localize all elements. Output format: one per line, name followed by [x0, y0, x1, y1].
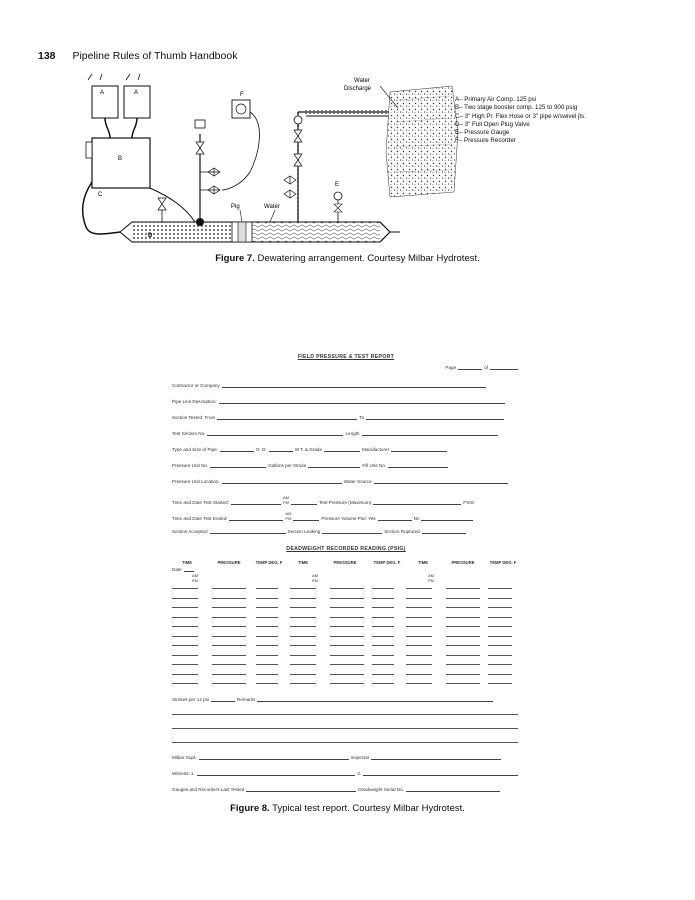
- reading-cell-line: [172, 617, 198, 618]
- reading-cell-line: [446, 626, 480, 627]
- wt-grade-label: W.T. & Grade: [294, 447, 323, 452]
- reading-cell-line: [212, 664, 246, 665]
- col-temp: TEMP DEG. F: [489, 560, 517, 565]
- label-d: D: [148, 233, 153, 239]
- reading-cell-line: [372, 598, 394, 599]
- test-section-row: [172, 430, 520, 436]
- test-pressure-label: Test Pressure (Maximum): [318, 500, 372, 505]
- am-pm-label: [428, 574, 434, 583]
- reading-cell-line: [172, 598, 198, 599]
- reading-cell-line: [406, 607, 432, 608]
- reading-cell-line: [330, 655, 364, 656]
- to-label: To: [359, 415, 365, 420]
- reading-cell-line: [290, 674, 316, 675]
- figure7-caption-label: Figure 7.: [215, 253, 255, 264]
- type-size-label: Type and Size of Pipe:: [172, 447, 218, 452]
- reading-cell-line: [488, 674, 512, 675]
- col-time: TIME: [297, 560, 308, 565]
- reading-cell-line: [256, 588, 278, 589]
- reading-cell-line: [172, 674, 198, 675]
- pm-label: PM: [282, 499, 289, 505]
- reading-cell-line: [330, 607, 364, 608]
- reading-cell-line: [372, 617, 394, 618]
- fill-unit-no-label: Fill Unit No.: [362, 463, 387, 468]
- pressure-unit-location-label: Pressure Unit Location:: [172, 479, 220, 484]
- reading-cell-line: [256, 664, 278, 665]
- page-number: 138: [38, 50, 56, 62]
- reading-cell-line: [172, 664, 198, 665]
- reading-cell-line: [330, 626, 364, 627]
- pm-label: PM: [192, 577, 198, 583]
- reading-cell-line: [330, 664, 364, 665]
- reading-cell-line: [290, 664, 316, 665]
- reading-cell-line: [406, 636, 432, 637]
- remarks-line: [172, 728, 518, 729]
- reading-cell-line: [488, 598, 512, 599]
- reading-cell-line: [488, 607, 512, 608]
- am-label: AM: [312, 573, 318, 578]
- reading-cell-line: [256, 645, 278, 646]
- col-pressure: PRESSURE: [217, 560, 241, 565]
- remarks-label: Remarks: [237, 697, 256, 702]
- reading-cell-line: [256, 598, 278, 599]
- date-row: [172, 566, 520, 572]
- legend-item: F– Pressure Recorder: [455, 137, 516, 145]
- reading-cell-line: [406, 588, 432, 589]
- label-a1: A: [100, 90, 105, 96]
- reading-cell-line: [372, 588, 394, 589]
- remarks-line: [172, 714, 518, 715]
- date-label: Date: [172, 567, 182, 572]
- am-pm-label: [312, 574, 318, 583]
- reading-cell-line: [488, 588, 512, 589]
- figure7-caption-text: Dewatering arrangement. Courtesy Milbar Hydrotest.: [257, 253, 480, 264]
- reading-cell-line: [212, 598, 246, 599]
- pm-label: PM: [285, 515, 292, 521]
- reading-cell-line: [212, 655, 246, 656]
- inspector-label: Inspector: [350, 755, 370, 760]
- page-row: [172, 364, 520, 370]
- section-accepted-label: Section Accepted: [172, 529, 208, 534]
- figure8-caption-label: Figure 8.: [230, 803, 270, 814]
- col-pressure: PRESSURE: [451, 560, 475, 565]
- milbar-supt-label: Milbar Supt.: [172, 755, 197, 760]
- reading-cell-line: [406, 598, 432, 599]
- reading-cell-line: [372, 645, 394, 646]
- reading-cell-line: [446, 598, 480, 599]
- reading-cell-line: [330, 588, 364, 589]
- am-pm-label: [192, 574, 198, 583]
- reading-cell-line: [212, 607, 246, 608]
- reading-cell-line: [256, 626, 278, 627]
- col-time: TIME: [181, 560, 192, 565]
- label-water-discharge-1: Water: [354, 78, 370, 84]
- reading-cell-line: [372, 674, 394, 675]
- reading-cell-line: [446, 607, 480, 608]
- reading-cell-line: [488, 636, 512, 637]
- water-discharge: [344, 78, 458, 197]
- pressure-gauge: [334, 182, 342, 222]
- pipe-line-description-label: Pipe Line Description:: [172, 399, 217, 404]
- reading-cell-line: [446, 617, 480, 618]
- reading-cell-line: [212, 683, 246, 684]
- reading-cell-line: [446, 588, 480, 589]
- am-label: AM: [282, 495, 289, 500]
- am-label: AM: [285, 511, 292, 516]
- reading-cell-line: [172, 645, 198, 646]
- reading-cell-line: [372, 683, 394, 684]
- pipe-type-row: [172, 446, 520, 452]
- reading-cell-line: [406, 655, 432, 656]
- reading-cell-line: [172, 636, 198, 637]
- form-title: FIELD PRESSURE & TEST REPORT: [297, 354, 395, 360]
- remarks-line: [172, 742, 518, 743]
- am-pm-label: [283, 496, 289, 505]
- pressure-volume-plot-label: Pressure Volume Plot: Yes: [321, 516, 376, 521]
- reading-cell-line: [446, 664, 480, 665]
- od-label: O. D.: [255, 447, 267, 452]
- reading-cell-line: [372, 664, 394, 665]
- reading-cell-line: [330, 598, 364, 599]
- reading-cell-line: [256, 607, 278, 608]
- reading-cell-line: [406, 645, 432, 646]
- strokes-label: Strokes per 12 psi: [172, 697, 210, 702]
- reading-cell-line: [406, 626, 432, 627]
- pressure-unit-location-row: [172, 478, 520, 484]
- col-temp: TEMP DEG. F: [373, 560, 401, 565]
- label-water: Water: [264, 204, 280, 210]
- reading-cell-line: [406, 674, 432, 675]
- gallons-per-stroke-label: Gallons per Stroke: [268, 463, 307, 468]
- label-pig: Pig: [231, 204, 240, 210]
- reading-cell-line: [172, 588, 198, 589]
- legend-item: C– 3" High Pr. Flex Hose or 3" pipe w/swivel jts.: [455, 112, 586, 120]
- col-time: TIME: [417, 560, 428, 565]
- book-title: Pipeline Rules of Thumb Handbook: [72, 50, 238, 62]
- label-f: F: [240, 92, 244, 98]
- contractor-row: [172, 382, 520, 388]
- reading-cell-line: [330, 645, 364, 646]
- reading-cell-line: [212, 645, 246, 646]
- col-pressure: PRESSURE: [333, 560, 357, 565]
- reading-cell-line: [372, 655, 394, 656]
- figure8-caption: [0, 803, 695, 814]
- reading-cell-line: [290, 655, 316, 656]
- test-section-label: Test Section No.: [172, 431, 206, 436]
- booster-compressor: [86, 138, 150, 188]
- reading-cell-line: [172, 607, 198, 608]
- no-label: No: [413, 516, 420, 521]
- legend-item: D– 3" Full Open Plug Valve: [455, 120, 530, 128]
- am-label: AM: [192, 573, 198, 578]
- deadweight-serial-label: Deadweight Serial No.: [358, 787, 404, 792]
- gauges-row: [172, 786, 520, 792]
- reading-cell-line: [172, 655, 198, 656]
- witness-row: [172, 770, 520, 776]
- reading-cell-line: [212, 617, 246, 618]
- test-ended-row: [172, 512, 520, 521]
- test-started-row: [172, 496, 520, 505]
- reading-cell-line: [290, 636, 316, 637]
- pressure-unit-row: [172, 462, 520, 468]
- length-label: Length: [345, 431, 360, 436]
- legend-item: A– Primary Air Comp. 125 psi: [455, 96, 537, 103]
- reading-cell-line: [446, 655, 480, 656]
- reading-cell-line: [290, 617, 316, 618]
- reading-cell-line: [256, 655, 278, 656]
- reading-cell-line: [172, 626, 198, 627]
- reading-cell-line: [212, 674, 246, 675]
- am-label: AM: [428, 573, 434, 578]
- label-b: B: [118, 156, 123, 162]
- reading-cell-line: [330, 683, 364, 684]
- figure7-caption: [0, 253, 695, 264]
- witness-2-label: 2.: [357, 771, 362, 776]
- primary-air-compressors: [88, 74, 150, 138]
- label-a2: A: [134, 90, 139, 96]
- deadweight-title: DEADWEIGHT RECORDED READING (PSIG): [286, 546, 406, 552]
- of-label: of: [484, 365, 488, 370]
- figure8-caption-text: Typical test report. Courtesy Milbar Hydrotest.: [272, 803, 465, 814]
- legend-item: E– Pressure Gauge: [455, 129, 510, 137]
- gauges-recorders-label: Gauges and Recorders Last Tested: [172, 787, 245, 792]
- section-ruptured-label: Section Ruptured: [384, 529, 420, 534]
- reading-cell-line: [290, 683, 316, 684]
- section-leaking-label: Section Leaking: [287, 529, 321, 534]
- reading-cell-line: [372, 607, 394, 608]
- label-e: E: [335, 182, 340, 188]
- reading-cell-line: [172, 683, 198, 684]
- reading-cell-line: [212, 626, 246, 627]
- reading-cell-line: [446, 683, 480, 684]
- reading-cell-line: [406, 683, 432, 684]
- section-status-row: [172, 528, 520, 534]
- strokes-row: [172, 696, 520, 702]
- reading-cell-line: [372, 636, 394, 637]
- reading-cell-line: [330, 617, 364, 618]
- time-date-started-label: Time and Date Test Started:: [172, 500, 229, 505]
- reading-cell-line: [488, 617, 512, 618]
- page-header: [38, 50, 237, 62]
- reading-cell-line: [256, 636, 278, 637]
- reading-cell-line: [290, 607, 316, 608]
- reading-cell-line: [256, 617, 278, 618]
- reading-cell-line: [372, 626, 394, 627]
- manufacturer-label: Manufacturer: [362, 447, 390, 452]
- reading-cell-line: [256, 674, 278, 675]
- reading-cell-line: [330, 674, 364, 675]
- reading-cell-line: [488, 655, 512, 656]
- reading-cell-line: [406, 617, 432, 618]
- time-date-ended-label: Time and Date Test Ended:: [172, 516, 228, 521]
- section-tested-label: Section Tested: From: [172, 415, 216, 420]
- description-row: [172, 398, 520, 404]
- water-source-label: Water Source: [343, 479, 372, 484]
- reading-cell-line: [290, 645, 316, 646]
- reading-cell-line: [406, 664, 432, 665]
- pressure-unit-no-label: Pressure Unit No.: [172, 463, 209, 468]
- supt-row: [172, 754, 520, 760]
- reading-cell-line: [330, 636, 364, 637]
- label-water-discharge-2: Discharge: [344, 86, 372, 92]
- reading-cell-line: [488, 664, 512, 665]
- pm-label: PM: [428, 577, 434, 583]
- reading-cell-line: [488, 645, 512, 646]
- pressure-recorder: [222, 92, 259, 190]
- reading-cell-line: [212, 588, 246, 589]
- label-c: C: [98, 192, 103, 198]
- test-report-form: [172, 352, 520, 796]
- page-label: Page: [445, 365, 457, 370]
- legend-item: B– Two stage booster comp. 125 to 900 psig: [455, 104, 578, 112]
- section-tested-row: [172, 414, 520, 420]
- reading-cell-line: [290, 626, 316, 627]
- reading-cell-line: [256, 683, 278, 684]
- contractor-label: Contractor or Company: [172, 383, 220, 388]
- reading-cell-line: [446, 674, 480, 675]
- pm-label: PM: [312, 577, 318, 583]
- col-temp: TEMP DEG. F: [255, 560, 283, 565]
- flex-hose: [83, 182, 120, 234]
- reading-cell-line: [488, 626, 512, 627]
- figure7-legend: [455, 96, 586, 146]
- reading-cell-line: [212, 636, 246, 637]
- reading-cell-line: [488, 683, 512, 684]
- reading-cell-line: [446, 645, 480, 646]
- reading-cell-line: [290, 588, 316, 589]
- am-pm-label: [285, 512, 291, 521]
- witness-1-label: Witness: 1.: [172, 771, 195, 776]
- reading-cell-line: [290, 598, 316, 599]
- psig-label: PSIG: [463, 500, 475, 505]
- reading-cell-line: [446, 636, 480, 637]
